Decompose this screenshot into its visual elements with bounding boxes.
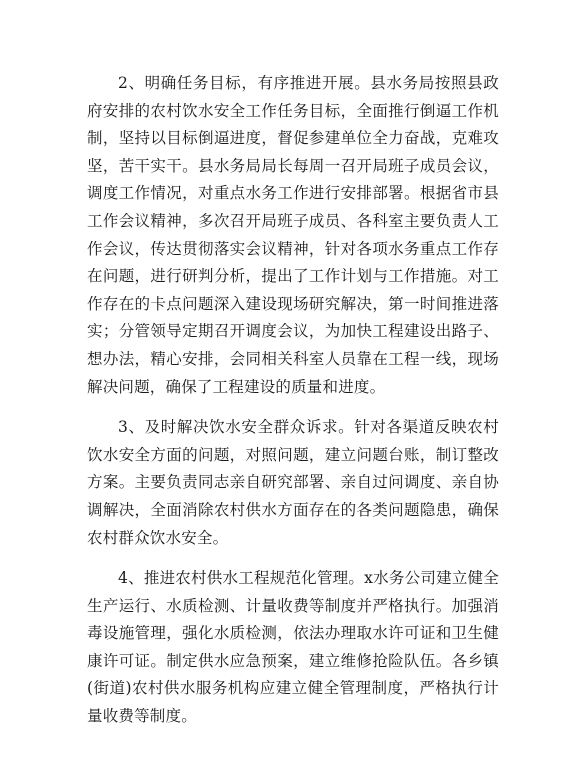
paragraph-public-appeals: 3、及时解决饮水安全群众诉求。针对各渠道反映农村饮水安全方面的问题，对照问题，建立问题台账，制订整改方案。主要负责同志亲自研究部署、亲自过问调度、亲自协调解决，全面消除农村供水方面存在的各类问题隐患，确保农村群众饮水安全。	[87, 418, 499, 547]
document-body	[87, 70, 499, 744]
paragraph-standardized-management: 4、推进农村供水工程规范化管理。x水务公司建立健全生产运行、水质检测、计量收费等制度并严格执行。加强消毒设施管理，强化水质检测，依法办理取水许可证和卫生健康许可证。制定供水应急预案，建立维修抢险队伍。各乡镇(街道)农村供水服务机构应建立健全管理制度，严格执行计量收费等制度。	[87, 569, 499, 726]
paragraph-task-goals: 2、明确任务目标，有序推进开展。县水务局按照县政府安排的农村饮水安全工作任务目标，全面推行倒逼工作机制，坚持以目标倒逼进度，督促参建单位全力奋战，克难攻坚，苦干实干。县水务局局长每周一召开局班子成员会议，调度工作情况，对重点水务工作进行安排部署。根据省市县工作会议精神，多次召开局班子成员、各科室主要负责人工作会议，传达贯彻落实会议精神，针对各项水务重点工作存在问题，进行研判分析，提出了工作计划与工作措施。对工作存在的卡点问题深入建设现场研究解决，第一时间推进落实；分管领导定期召开调度会议，为加快工程建设出路子、想办法，精心安排，会同相关科室人员靠在工程一线，现场解决问题，确保了工程建设的质量和进度。	[87, 74, 499, 396]
